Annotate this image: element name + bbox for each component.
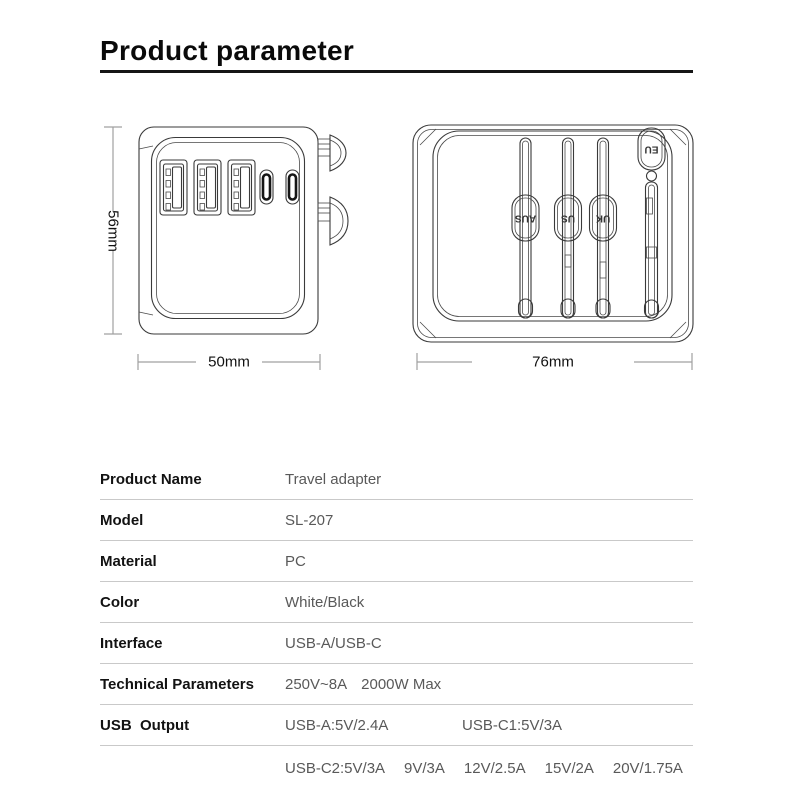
- row-label: Color: [100, 593, 140, 611]
- row-value: 15V/2A: [544, 760, 594, 777]
- table-row: [100, 459, 693, 500]
- side-width-dimension: [417, 353, 692, 371]
- corner-bevel-bl: [420, 322, 436, 338]
- row-label: Model: [100, 511, 144, 529]
- side-view-drawing: [413, 125, 693, 371]
- side-body-inner-line: [418, 130, 689, 338]
- plug-label-us: US: [561, 212, 575, 224]
- side-knob-bottom: [318, 197, 348, 245]
- table-row: [100, 705, 693, 746]
- side-width-label: 76mm: [532, 353, 574, 371]
- row-value: SL-207: [285, 511, 334, 529]
- table-row: [100, 500, 693, 541]
- row-value: 20V/1.75A: [612, 760, 683, 777]
- row-value: 2000W Max: [361, 675, 442, 693]
- row-value: USB-C1:5V/3A: [462, 716, 563, 734]
- corner-bevel-br: [670, 322, 686, 338]
- usb-c-port-2: [286, 170, 299, 204]
- table-row: [100, 664, 693, 705]
- title-underline: [100, 70, 693, 73]
- corner-bevel-tr: [670, 129, 686, 145]
- row-value: USB-C2:5V/3A: [285, 760, 386, 777]
- adapter-body-outline: [139, 127, 318, 334]
- page-title: Product parameter: [100, 35, 355, 66]
- row-value: 250V~8A: [285, 675, 348, 693]
- usb-a-port-3: [228, 160, 255, 215]
- row-label: USB Output: [100, 716, 190, 734]
- plug-slider-aus: [512, 138, 539, 318]
- side-body-outline: [413, 125, 693, 342]
- front-width-label: 50mm: [208, 353, 250, 371]
- plug-slider-us: [555, 138, 582, 318]
- spec-table: [100, 459, 693, 791]
- height-dimension: [104, 127, 122, 334]
- recessed-panel-outline: [433, 131, 672, 321]
- plug-slider-eu: [638, 128, 665, 318]
- plug-label-uk: UK: [595, 212, 611, 224]
- row-label: Interface: [100, 634, 163, 652]
- usb-c-port-1: [260, 170, 273, 204]
- side-knob-top: [318, 135, 346, 171]
- front-view-drawing: [104, 127, 348, 371]
- row-value: Travel adapter: [285, 470, 382, 488]
- row-label: Material: [100, 552, 157, 570]
- plug-label-aus: AUS: [514, 212, 537, 224]
- body-seam-bottom-left: [139, 312, 153, 315]
- table-row: [100, 582, 693, 623]
- usb-a-port-2: [194, 160, 221, 215]
- plug-label-eu: EU: [644, 143, 659, 155]
- row-value: PC: [285, 552, 306, 570]
- table-row: [100, 746, 693, 791]
- row-value: 9V/3A: [404, 760, 445, 777]
- table-row: [100, 623, 693, 664]
- row-value: USB-A/USB-C: [285, 634, 382, 652]
- corner-bevel-tl: [420, 129, 436, 145]
- recessed-panel-inner-line: [438, 136, 668, 317]
- row-label: Product Name: [100, 470, 202, 488]
- row-value: 12V/2.5A: [463, 760, 526, 777]
- front-width-dimension: [138, 354, 320, 371]
- usb-a-port-1: [160, 160, 187, 215]
- body-seam-top-left: [139, 146, 153, 149]
- table-row: [100, 541, 693, 582]
- plug-slider-uk: [590, 138, 617, 318]
- row-value: White/Black: [285, 593, 365, 611]
- row-value: USB-A:5V/2.4A: [285, 716, 389, 734]
- height-dimension-label: 56mm: [104, 210, 122, 252]
- row-label: Technical Parameters: [100, 675, 254, 693]
- technical-drawings: [0, 100, 800, 400]
